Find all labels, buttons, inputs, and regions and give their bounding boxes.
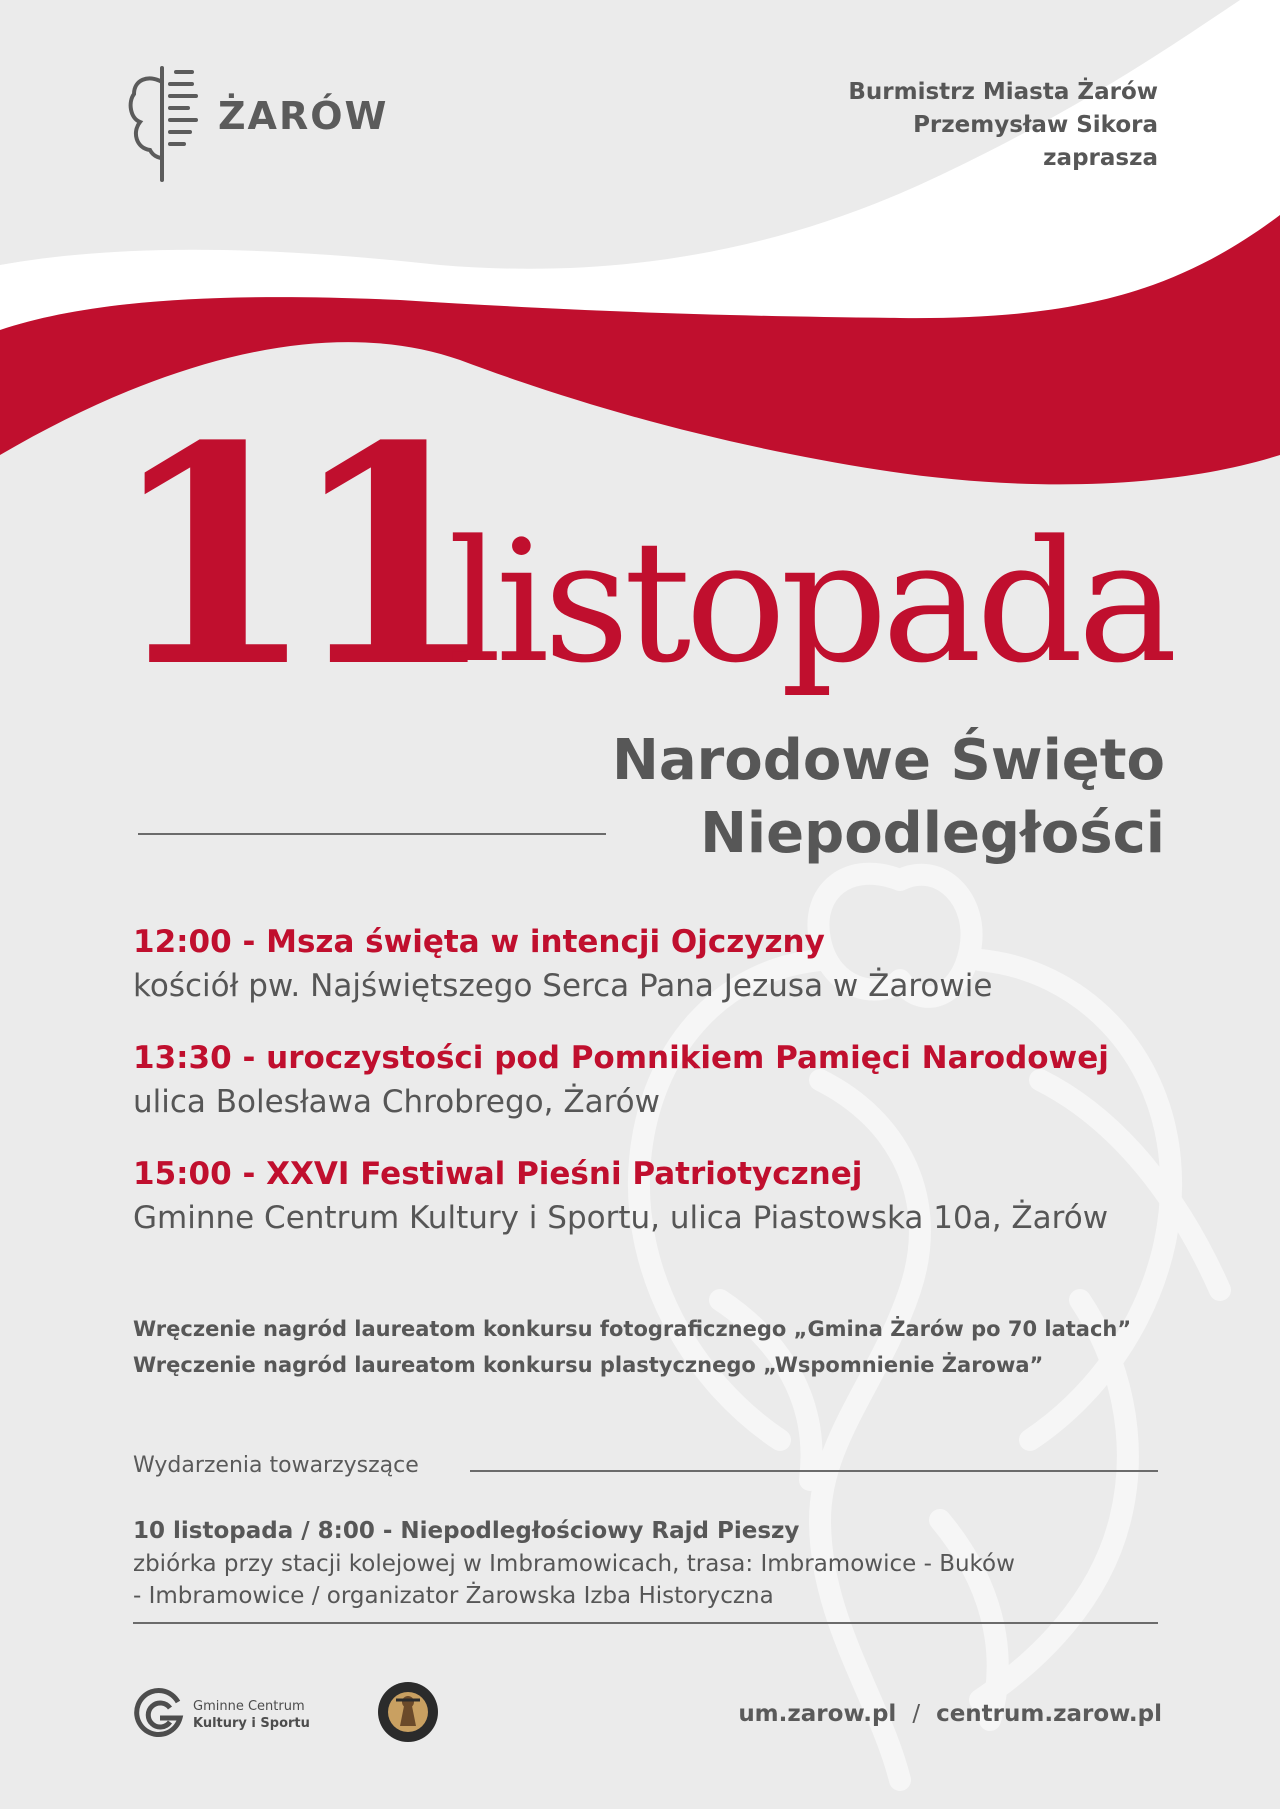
side-events-label: Wydarzenia towarzyszące bbox=[133, 1453, 419, 1478]
gck-logo bbox=[132, 1688, 332, 1744]
izba-historyczna-badge bbox=[376, 1680, 440, 1744]
gck-name-line1: Gminne Centrum bbox=[193, 1699, 305, 1714]
subtitle-divider bbox=[138, 833, 606, 835]
footer-divider bbox=[133, 1622, 1158, 1624]
side-event-item bbox=[133, 1515, 1193, 1612]
footer-links bbox=[738, 1701, 1162, 1727]
event-title: 15:00 - XXVI Festiwal Pieśni Patriotycznej bbox=[133, 1156, 863, 1192]
awards-info bbox=[133, 1311, 1213, 1383]
event-title: 12:00 - Msza święta w intencji Ojczyzny bbox=[133, 924, 825, 960]
side-event-desc-line2: - Imbramowice / organizator Żarowska Izba Historyczna bbox=[133, 1583, 774, 1609]
event-schedule bbox=[133, 920, 1193, 1268]
award-art-contest: Wręczenie nagród laureatom konkursu plastycznego „Wspomnienie Żarowa” bbox=[133, 1353, 1044, 1377]
host-name: Przemysław Sikora bbox=[913, 112, 1158, 138]
website-link-centrum[interactable]: centrum.zarow.pl bbox=[936, 1701, 1162, 1727]
website-link-um[interactable]: um.zarow.pl bbox=[738, 1701, 897, 1727]
zarow-logo bbox=[126, 62, 389, 182]
event-place: ulica Bolesława Chrobrego, Żarów bbox=[133, 1084, 660, 1120]
event-title: 13:30 - uroczystości pod Pomnikiem Pamięci Narodowej bbox=[133, 1040, 1109, 1076]
tree-icon bbox=[126, 62, 206, 182]
event-item bbox=[133, 920, 1193, 1008]
link-separator: / bbox=[912, 1701, 921, 1727]
holiday-name-line1: Narodowe Święto bbox=[612, 728, 1165, 793]
event-place: Gminne Centrum Kultury i Sportu, ulica Piastowska 10a, Żarów bbox=[133, 1200, 1109, 1236]
logo-text: ŻARÓW bbox=[218, 94, 389, 138]
side-event-title: 10 listopada / 8:00 - Niepodległościowy Rajd Pieszy bbox=[133, 1518, 800, 1544]
side-events-divider bbox=[470, 1470, 1158, 1472]
title-day: 11 bbox=[108, 380, 470, 733]
host-title: Burmistrz Miasta Żarów bbox=[848, 79, 1158, 105]
gck-name-line2: Kultury i Sportu bbox=[193, 1716, 310, 1731]
host-block bbox=[698, 76, 1158, 175]
event-item bbox=[133, 1036, 1193, 1124]
holiday-name-line2: Niepodległości bbox=[700, 801, 1165, 866]
award-photo-contest: Wręczenie nagród laureatom konkursu fotograficznego „Gmina Żarów po 70 latach” bbox=[133, 1317, 1132, 1341]
event-item bbox=[133, 1152, 1193, 1240]
event-place: kościół pw. Najświętszego Serca Pana Jezusa w Żarowie bbox=[133, 968, 993, 1004]
side-event-desc-line1: zbiórka przy stacji kolejowej w Imbramowicach, trasa: Imbramowice - Buków bbox=[133, 1551, 1015, 1577]
holiday-name bbox=[465, 724, 1165, 870]
host-invites: zaprasza bbox=[1043, 145, 1158, 171]
gck-emblem-icon bbox=[132, 1688, 186, 1742]
title-month: listopada bbox=[448, 504, 1172, 700]
